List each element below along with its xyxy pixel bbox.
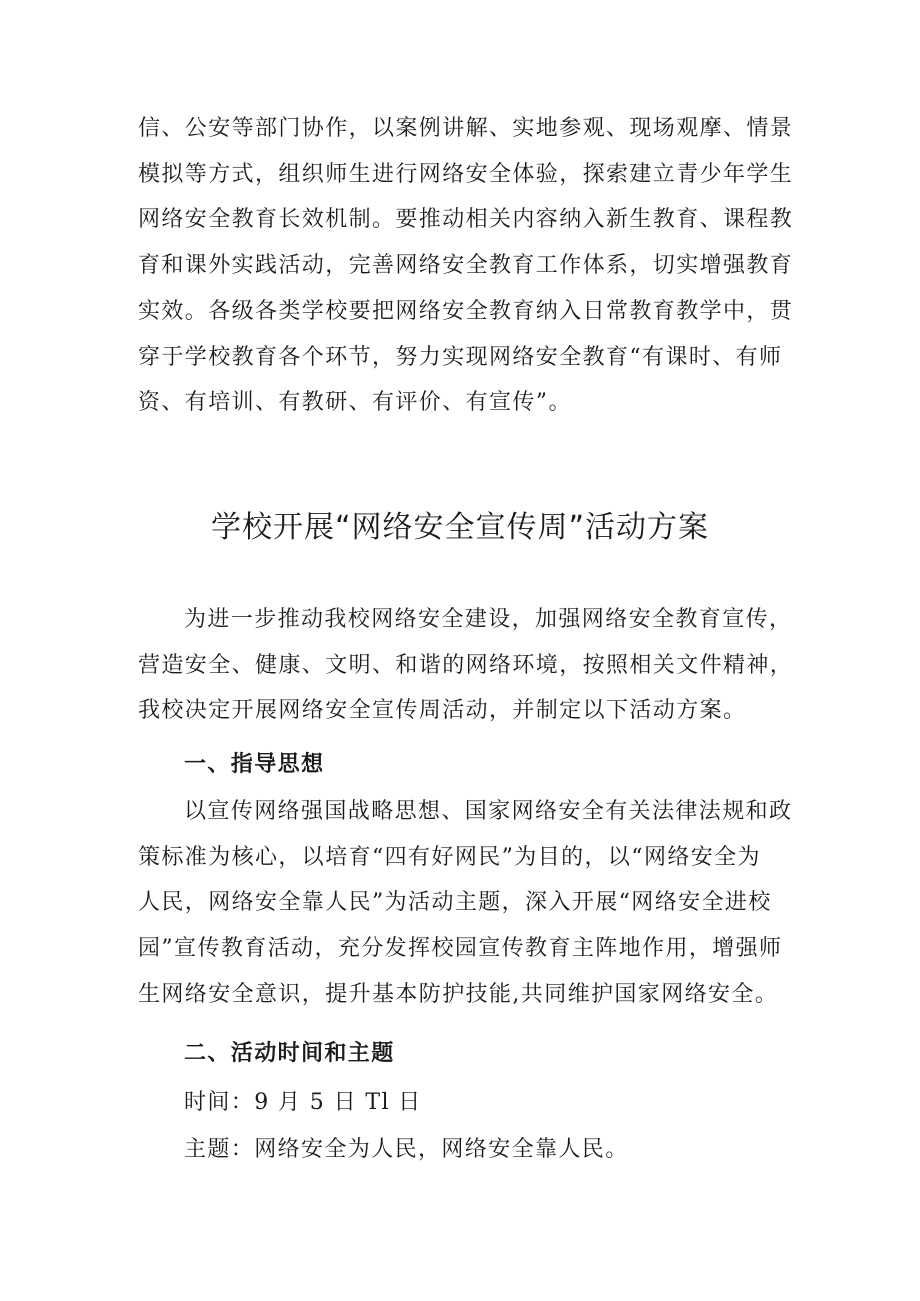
- paragraph-line: 信、公安等部门协作，以案例讲解、实地参观、现场观摩、情景: [138, 116, 794, 141]
- paragraph-line: 人民，网络安全靠人民”为活动主题，深入开展“网络安全进校: [138, 890, 772, 916]
- paragraph-line: 为进一步推动我校网络安全建设，加强网络安全教育宣传，: [184, 607, 793, 632]
- paragraph-line: 育和课外实践活动，完善网络安全教育工作体系，切实增强教育: [138, 253, 794, 279]
- paragraph-line: 穿于学校教育各个环节，努力实现网络安全教育“有课时、有师: [138, 344, 783, 370]
- paragraph-line: 我校决定开展网络安全宣传周活动，并制定以下活动方案。: [138, 698, 747, 724]
- activity-theme: 主题：网络安全为人民，网络安全靠人民。: [184, 1137, 629, 1162]
- paragraph-line: 策标准为核心，以培育“四有好网民”为目的，以“网络安全为: [138, 844, 761, 870]
- paragraph-line: 营造安全、健康、文明、和谐的网络环境，按照相关文件精神，: [138, 652, 794, 678]
- paragraph-line: 资、有培训、有教研、有评价、有宣传”。: [138, 390, 572, 416]
- continued-paragraph: [138, 106, 794, 426]
- activity-time: 时间：9 月 5 日 Tl 日: [184, 1090, 422, 1115]
- section-heading-guiding-ideology: 一、指导思想: [184, 752, 325, 777]
- section1-paragraph: [138, 789, 793, 1018]
- section-heading-time-and-theme: 二、活动时间和主题: [184, 1041, 395, 1066]
- paragraph-line: 生网络安全意识，提升基本防护技能,共同维护国家网络安全。: [138, 981, 779, 1007]
- intro-paragraph: [138, 597, 794, 734]
- paragraph-line: 网络安全教育长效机制。要推动相关内容纳入新生教育、课程教: [138, 207, 794, 233]
- paragraph-line: 园”宣传教育活动，充分发挥校园宣传教育主阵地作用，增强师: [138, 936, 783, 962]
- paragraph-line: 模拟等方式，组织师生进行网络安全体验，探索建立青少年学生: [138, 161, 794, 187]
- paragraph-line: 以宣传网络强国战略思想、国家网络安全有关法律法规和政: [184, 799, 793, 824]
- document-title: 学校开展“网络安全宣传周”活动方案: [210, 510, 710, 545]
- paragraph-line: 实效。各级各类学校要把网络安全教育纳入日常教育教学中，贯: [138, 298, 794, 324]
